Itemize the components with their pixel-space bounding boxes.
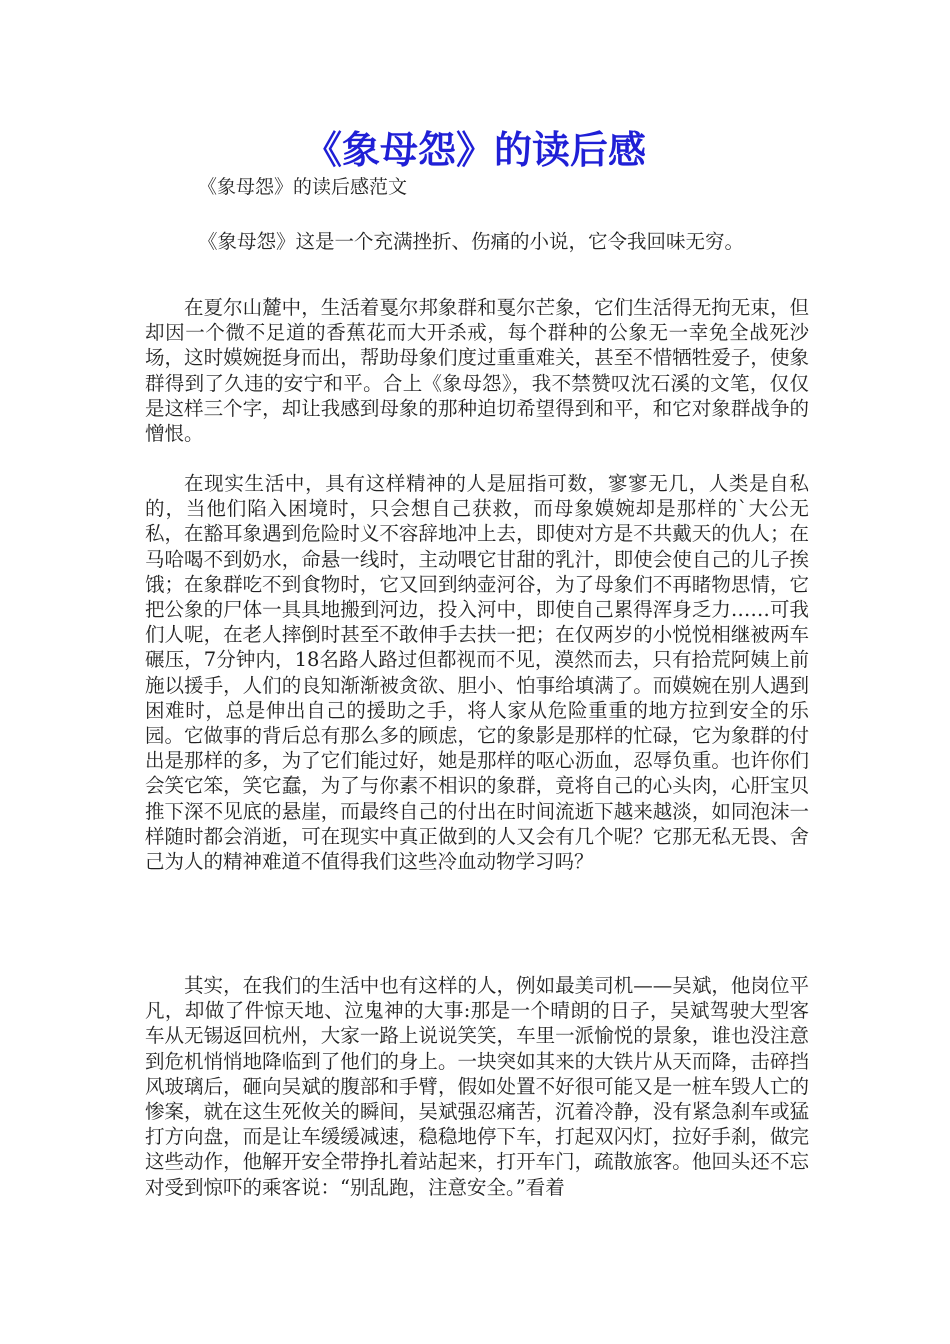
document-title: 《象母怨》的读后感 [303, 128, 646, 172]
body-paragraph-2: 在现实生活中，具有这样精神的人是屈指可数，寥寥无几，人类是自私的，当他们陷入困境时，只会想自己获救，而母象嫫婉却是那样的`大公无私，在豁耳象遇到危险时义不容辞地冲上去，即使对方是不共戴天的仇人；在马哈喝不到奶水，命悬一线时，主动喂它甘甜的乳汁，即使会使自己的儿子挨饿；在象群吃不到食物时，它又回到纳壶河谷，为了母象们不再睹物思情，它把公象的尸体一具具地搬到河边，投入河中，即使自己累得浑身乏力……可我们人呢，在老人摔倒时甚至不敢伸手去扶一把；在仅两岁的小悦悦相继被两车碾压，7分钟内，18名路人路过但都视而不见，漠然而去，只有拾荒阿姨上前施以援手，人们的良知渐渐被贪欲、胆小、怕事给填满了。而嫫婉在别人遇到困难时，总是伸出自己的援助之手，将人家从危险重重的地方拉到安全的乐园。它做事的背后总有那么多的顾虑，它的象影是那样的忙碌，它为象群的付出是那样的多，为了它们能过好，她是那样的呕心沥血，忍辱负重。也许你们会笑它笨，笑它蠢，为了与你素不相识的象群，竟将自己的心头肉，心肝宝贝推下深不见底的悬崖，而最终自己的付出在时间流逝下越来越淡，如同泡沫一样随时都会消逝，可在现实中真正做到的人又会有几个呢？它那无私无畏、舍己为人的精神难道不值得我们这些冷血动物学习吗？ [145, 472, 809, 874]
document-subtitle: 《象母怨》的读后感范文 [198, 176, 408, 198]
intro-sentence: 《象母怨》这是一个充满挫折、伤痛的小说，它令我回味无穷。 [198, 230, 745, 253]
body-paragraph-1: 在夏尔山麓中，生活着戛尔邦象群和戛尔芒象，它们生活得无拘无束，但却因一个微不足道的香蕉花而大开杀戒，每个群种的公象无一幸免全战死沙场，这时嫫婉挺身而出，帮助母象们度过重重难关，甚至不惜牺牲爱子，使象群得到了久违的安宁和平。合上《象母怨》，我不禁赞叹沈石溪的文笔，仅仅是这样三个字，却让我感到母象的那种迫切希望得到和平，和它对象群战争的憎恨。 [145, 296, 809, 446]
body-paragraph-3: 其实，在我们的生活中也有这样的人，例如最美司机——吴斌，他岗位平凡，却做了件惊天地、泣鬼神的大事:那是一个晴朗的日子，吴斌驾驶大型客车从无锡返回杭州，大家一路上说说笑笑，车里一派愉悦的景象，谁也没注意到危机悄悄地降临到了他们的身上。一块突如其来的大铁片从天而降，击碎挡风玻璃后，砸向吴斌的腹部和手臂，假如处置不好很可能又是一桩车毁人亡的惨案，就在这生死攸关的瞬间，吴斌强忍痛苦，沉着冷静，没有紧急刹车或猛打方向盘，而是让车缓缓减速，稳稳地停下车，打起双闪灯，拉好手刹，做完这些动作，他解开安全带挣扎着站起来，打开车门，疏散旅客。他回头还不忘对受到惊吓的乘客说：“别乱跑，注意安全。”看着 [145, 974, 809, 1199]
